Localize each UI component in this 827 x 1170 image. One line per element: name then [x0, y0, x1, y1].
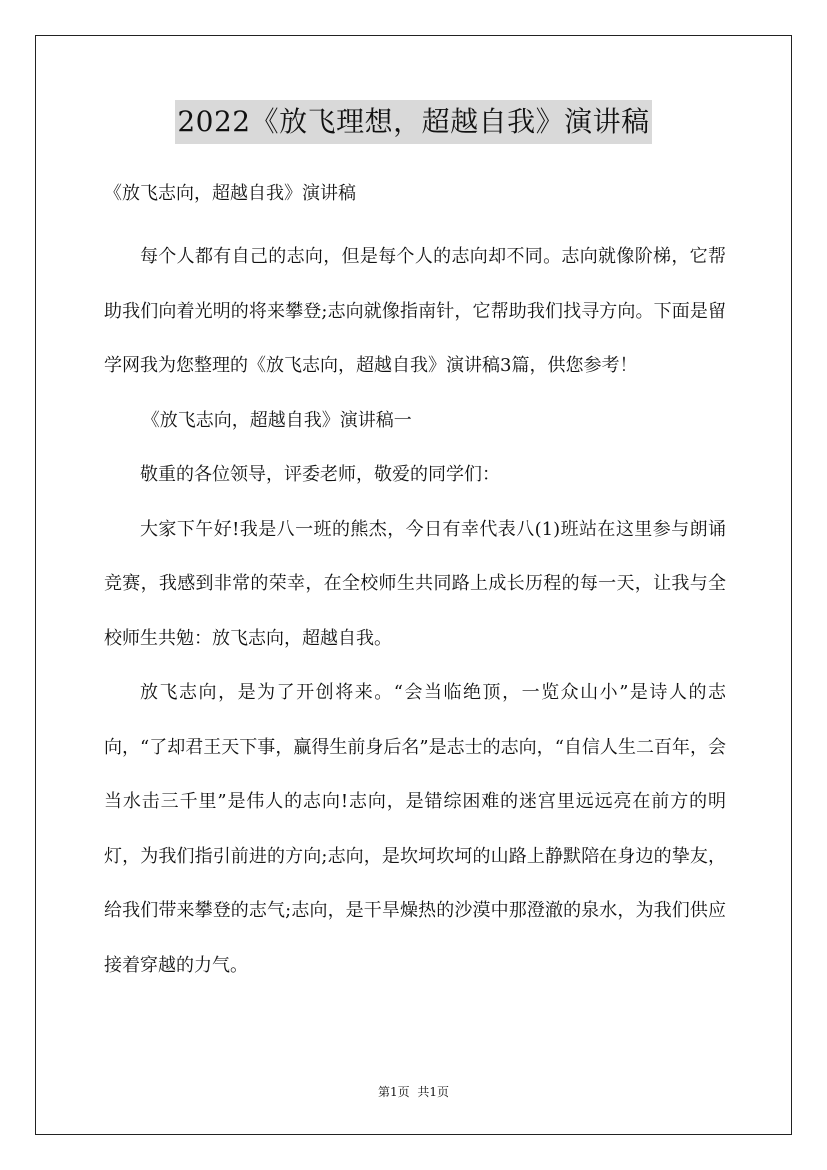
page-footer [0, 1083, 827, 1101]
document-subtitle: 《放飞志向，超越自我》演讲稿 [104, 183, 356, 204]
title-container [0, 100, 827, 144]
page-number: 第1页 [378, 1085, 410, 1099]
document-body [104, 230, 726, 993]
document-title: 2022《放飞理想，超越自我》演讲稿 [175, 100, 651, 144]
salutation-paragraph: 敬重的各位领导，评委老师，敬爱的同学们： [140, 464, 500, 485]
body-paragraph: 放飞志向，是为了开创将来。“会当临绝顶，一览众山小”是诗人的志向，“了却君王天下事，赢得生前身后名”是志士的志向，“自信人生二百年，会当水击三千里”是伟人的志向!志向，是错综困难的迷宫里远远亮在前方的明灯，为我们指引前进的方向;志向，是坎坷坎坷的山路上静默陪在身边的挚友，给我们带来攀登的志气;志向，是干旱燥热的沙漠中那澄澈的泉水，为我们供应接着穿越的力气。 [104, 682, 726, 976]
total-pages: 共1页 [417, 1085, 449, 1099]
greeting-paragraph: 大家下午好!我是八一班的熊杰，今日有幸代表八(1)班站在这里参与朗诵竞赛，我感到非常的荣幸，在全校师生共同路上成长历程的每一天，让我与全校师生共勉：放飞志向，超越自我。 [104, 518, 726, 649]
section-heading: 《放飞志向，超越自我》演讲稿一 [141, 409, 412, 431]
intro-paragraph: 每个人都有自己的志向，但是每个人的志向却不同。志向就像阶梯，它帮助我们向着光明的将来攀登;志向就像指南针，它帮助我们找寻方向。下面是留学网我为您整理的《放飞志向，超越自我》演讲稿3篇，供您参考！ [104, 246, 726, 376]
